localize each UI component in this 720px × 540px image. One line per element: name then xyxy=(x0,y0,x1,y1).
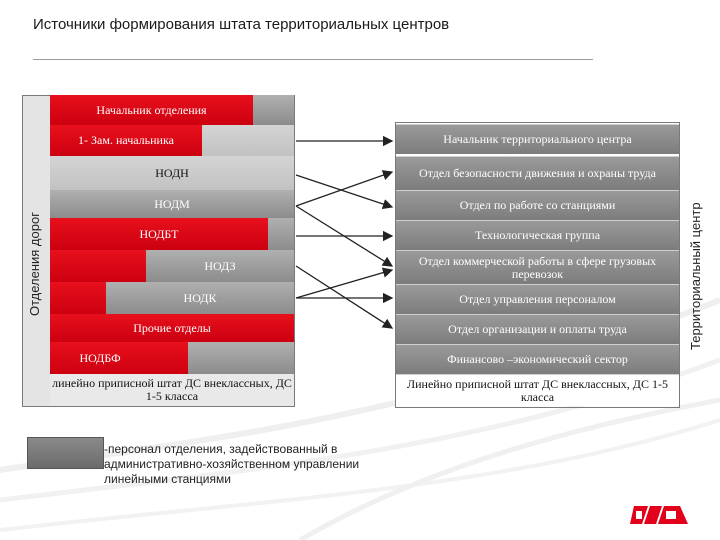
right-row-personnel: Отдел управления персоналом xyxy=(396,284,679,314)
left-row-nodn xyxy=(50,156,294,190)
left-row-label: линейно приписной штат ДС внеклассных, ДС 1-5 класса xyxy=(52,376,292,403)
right-row-finance: Финансово –экономический сектор xyxy=(396,344,679,374)
left-row-head xyxy=(50,95,294,125)
right-row-stations: Отдел по работе со станциями xyxy=(396,190,679,220)
left-row-label: НОДЗ xyxy=(204,258,236,273)
title-divider xyxy=(33,59,593,60)
left-row-label: НОДН xyxy=(155,165,189,180)
left-row-nodk xyxy=(50,282,294,314)
left-row-nodbf xyxy=(50,342,294,374)
left-row-other xyxy=(50,314,294,342)
left-row-linear xyxy=(50,374,294,406)
left-axis-label: Отделения дорог xyxy=(27,212,42,316)
left-row-label: НОДБФ xyxy=(79,350,121,365)
page-title: Источники формирования штата территориальных центров xyxy=(33,16,450,33)
left-row-nodm xyxy=(50,190,294,218)
left-row-nodz xyxy=(50,250,294,282)
right-row-safety: Отдел безопасности движения и охраны труда xyxy=(396,156,679,190)
right-row-tech: Технологическая группа xyxy=(396,220,679,250)
left-row-label: НОДБТ xyxy=(139,226,179,241)
right-row-linear: Линейно приписной штат ДС внеклассных, ДС 1-5 класса xyxy=(396,374,679,406)
right-row-commercial: Отдел коммерческой работы в сфере грузовых перевозок xyxy=(396,250,679,284)
left-row-label: Прочие отделы xyxy=(133,320,211,335)
right-row-head: Начальник территориального центра xyxy=(396,124,679,154)
right-axis-label: Территориальный центр xyxy=(688,202,703,350)
left-row-label: НОДК xyxy=(183,290,217,305)
left-row-label: 1- Зам. начальника xyxy=(78,133,174,147)
left-row-label: Начальник отделения xyxy=(96,102,207,117)
rzd-logo-icon xyxy=(628,498,692,528)
right-row-payroll: Отдел организации и оплаты труда xyxy=(396,314,679,344)
left-row-nodbt xyxy=(50,218,294,250)
left-row-deputy xyxy=(50,125,294,156)
legend-swatch xyxy=(27,437,104,469)
legend-text: -персонал отделения, задействованный в административно-хозяйственном управлении линейными станциями xyxy=(104,442,360,486)
left-row-label: НОДМ xyxy=(154,196,190,211)
